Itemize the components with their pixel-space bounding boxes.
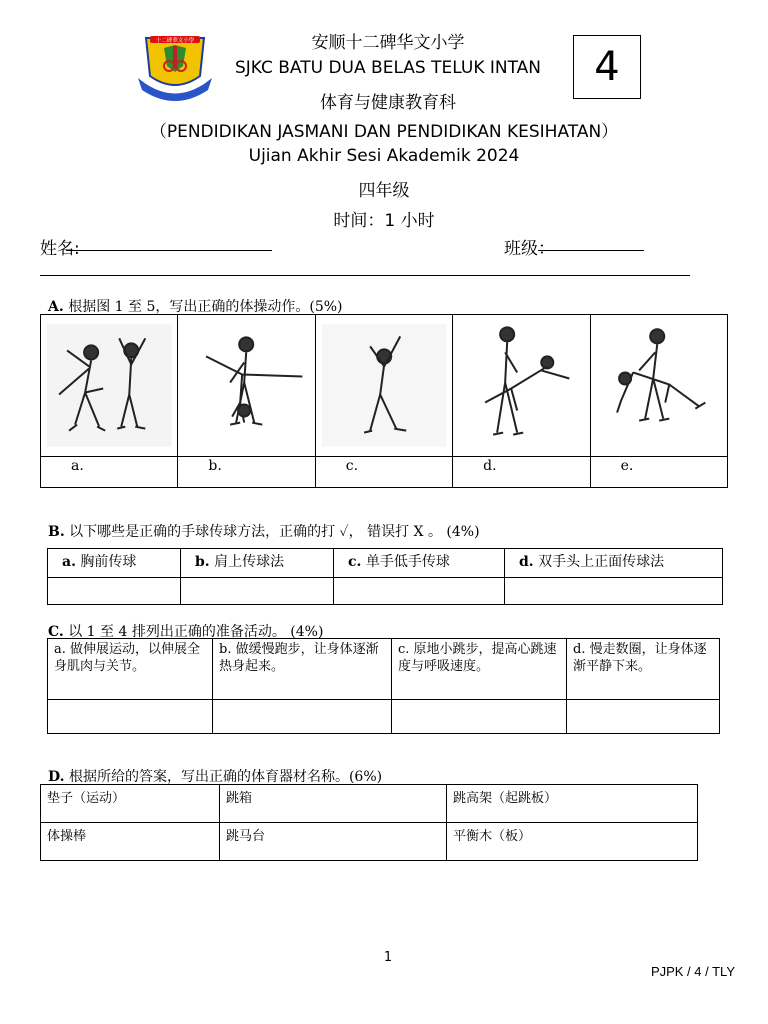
class-field[interactable] <box>538 250 644 251</box>
page-number: 1 <box>383 950 393 965</box>
grade-box: 4 <box>573 35 641 99</box>
section-a-table <box>40 314 728 488</box>
time-label: 时间：1 小时 <box>333 211 435 231</box>
school-name-chinese: 安顺十二碑华文小学 <box>311 33 465 53</box>
logo-text: 十二碑華文小學 <box>155 38 195 44</box>
figure-3-illustration <box>320 319 448 452</box>
b-answer-c[interactable] <box>334 578 505 605</box>
label-a: a. <box>71 458 84 474</box>
c-answer-c[interactable] <box>392 700 567 734</box>
answer-cell-a[interactable] <box>41 457 178 488</box>
school-name: SJKC BATU DUA BELAS TELUK INTAN <box>234 58 542 78</box>
name-label: 姓名: <box>40 239 80 259</box>
class-label: 班级： <box>504 239 555 259</box>
c-header-a: a. 做伸展运动，以伸展全身肌肉与关节。 <box>48 639 213 700</box>
gymnastics-figure-5 <box>590 315 727 457</box>
section-d-letter: D. <box>48 769 65 785</box>
d-cell-2-1: 体操棒 <box>41 823 220 861</box>
c-header-c: c. 原地小跳步，提高心跳速度与呼吸速度。 <box>392 639 567 700</box>
answer-cell-b[interactable] <box>178 457 315 488</box>
figure-4-illustration <box>457 319 585 452</box>
b-answer-b[interactable] <box>181 578 334 605</box>
c-answer-a[interactable] <box>48 700 213 734</box>
year-label: 四年级 <box>358 181 410 201</box>
section-b-table <box>47 548 723 605</box>
d-cell-1-3: 跳高架（起跳板） <box>447 785 698 823</box>
header-divider <box>40 275 690 276</box>
b-header-c-text: 单手低手传球 <box>365 554 450 570</box>
section-d-table <box>40 784 698 861</box>
section-b-letter: B. <box>48 524 65 540</box>
b-header-d-letter: d. <box>519 554 534 570</box>
subject-malay: （PENDIDIKAN JASMANI DAN PENDIDIKAN KESIHATAN） <box>149 122 619 142</box>
c-answer-d[interactable] <box>567 700 720 734</box>
answer-cell-d[interactable] <box>453 457 590 488</box>
section-b-text: 以下哪些是正确的手球传球方法，正确的打 ✓， 错误打 X 。 (4%) <box>69 524 480 540</box>
d-cell-2-2: 跳马台 <box>220 823 447 861</box>
b-header-a-text: 胸前传球 <box>80 554 137 570</box>
b-header-b <box>181 549 334 578</box>
b-answer-a[interactable] <box>48 578 181 605</box>
label-e: e. <box>620 458 634 474</box>
section-c-letter: C. <box>48 624 64 640</box>
c-header-d: d. 慢走数圈，让身体逐渐平静下来。 <box>567 639 720 700</box>
label-c: c. <box>345 458 359 474</box>
b-header-c <box>334 549 505 578</box>
answer-cell-e[interactable] <box>590 457 727 488</box>
gymnastics-figure-3 <box>315 315 452 457</box>
figure-5-illustration <box>595 319 723 452</box>
section-a-letter: A. <box>48 299 64 315</box>
gymnastics-figure-4 <box>453 315 590 457</box>
section-c-text: 以 1 至 4 排列出正确的准备活动。 (4%) <box>68 624 324 640</box>
b-header-d-text: 双手头上正面传球法 <box>538 554 665 570</box>
section-b-question <box>48 521 480 541</box>
section-a-question <box>48 296 343 316</box>
b-header-a <box>48 549 181 578</box>
gymnastics-figure-2 <box>178 315 315 457</box>
document-code: PJPK / 4 / TLY <box>650 964 735 979</box>
section-a-text: 根据图 1 至 5，写出正确的体操动作。(5%) <box>68 299 343 315</box>
section-d-text: 根据所给的答案，写出正确的体育器材名称。(6%) <box>68 769 383 785</box>
gymnastics-figure-1 <box>41 315 178 457</box>
c-answer-b[interactable] <box>213 700 392 734</box>
section-d-question <box>48 766 382 786</box>
name-field[interactable] <box>66 250 272 251</box>
figure-1-illustration <box>45 319 173 452</box>
label-b: b. <box>208 458 222 474</box>
answer-cell-c[interactable] <box>315 457 452 488</box>
d-cell-1-2: 跳箱 <box>220 785 447 823</box>
subject-chinese: 体育与健康教育科 <box>320 93 456 113</box>
b-header-c-letter: c. <box>348 554 362 570</box>
d-cell-1-1: 垫子（运动） <box>41 785 220 823</box>
label-d: d. <box>483 458 497 474</box>
d-cell-2-3: 平衡木（板） <box>447 823 698 861</box>
b-header-d <box>505 549 723 578</box>
c-header-b: b. 做缓慢跑步，让身体逐渐热身起来。 <box>213 639 392 700</box>
figure-2-illustration <box>182 319 310 452</box>
b-header-a-letter: a. <box>62 554 76 570</box>
section-c-table <box>47 638 720 734</box>
b-header-b-letter: b. <box>195 554 210 570</box>
exam-title: Ujian Akhir Sesi Akademik 2024 <box>248 146 520 166</box>
b-header-b-text: 肩上传球法 <box>214 554 285 570</box>
b-answer-d[interactable] <box>505 578 723 605</box>
